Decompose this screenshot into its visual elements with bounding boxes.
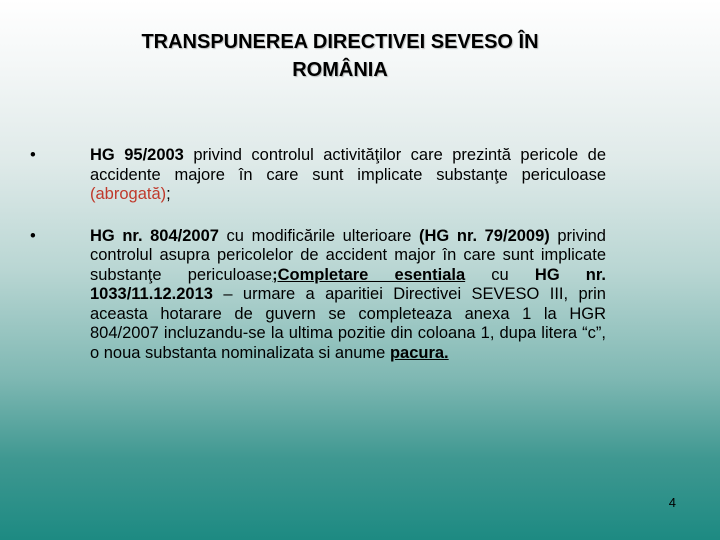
bullet-item-hg-95-2003 [30,146,606,205]
bullet-marker: • [30,146,36,164]
amendment-reference: (HG nr. 79/2009) [419,226,550,245]
page-number: 4 [668,495,676,510]
slide-title-line-2: ROMÂNIA [292,59,388,81]
bullet-text: privind controlul asupra pericolelor de accident major în care sunt implicate substanţe periculoase [90,226,606,284]
completion-label: ;Completare esentiala [272,265,466,284]
bullet-item-hg-804-2007 [30,227,606,364]
bullet-list [30,146,606,385]
slide-title [60,28,620,84]
status-abrogated: (abrogată) [90,185,167,203]
slide-title-line-1: TRANSPUNEREA DIRECTIVEI SEVESO ÎN [141,31,539,53]
bullet-text: cu [465,265,535,284]
bullet-text: cu modificările ulterioare [218,226,420,245]
bullet-marker: • [30,226,36,245]
bullet-text: – urmare a aparitiei Directivei SEVESO III, prin aceasta hotarare de guvern se completeaza anexa 1 la HGR 804/2007 incluzandu-se la ultima pozitie din coloana 1, dupa litera “c”, o noua substanta nominalizata si anume [90,285,606,362]
bullet-end: ; [166,185,171,203]
hg-reference-2: HG nr. 1033/11.12.2013 [90,265,606,303]
substance-name: pacura. [389,343,449,362]
hg-reference: HG nr. 804/2007 [90,226,219,245]
bullet-text: privind controlul activităţilor care prezintă pericole de accidente majore în care sunt implicate substanţe periculoase [90,146,607,184]
hg-reference: HG 95/2003 [90,146,184,164]
